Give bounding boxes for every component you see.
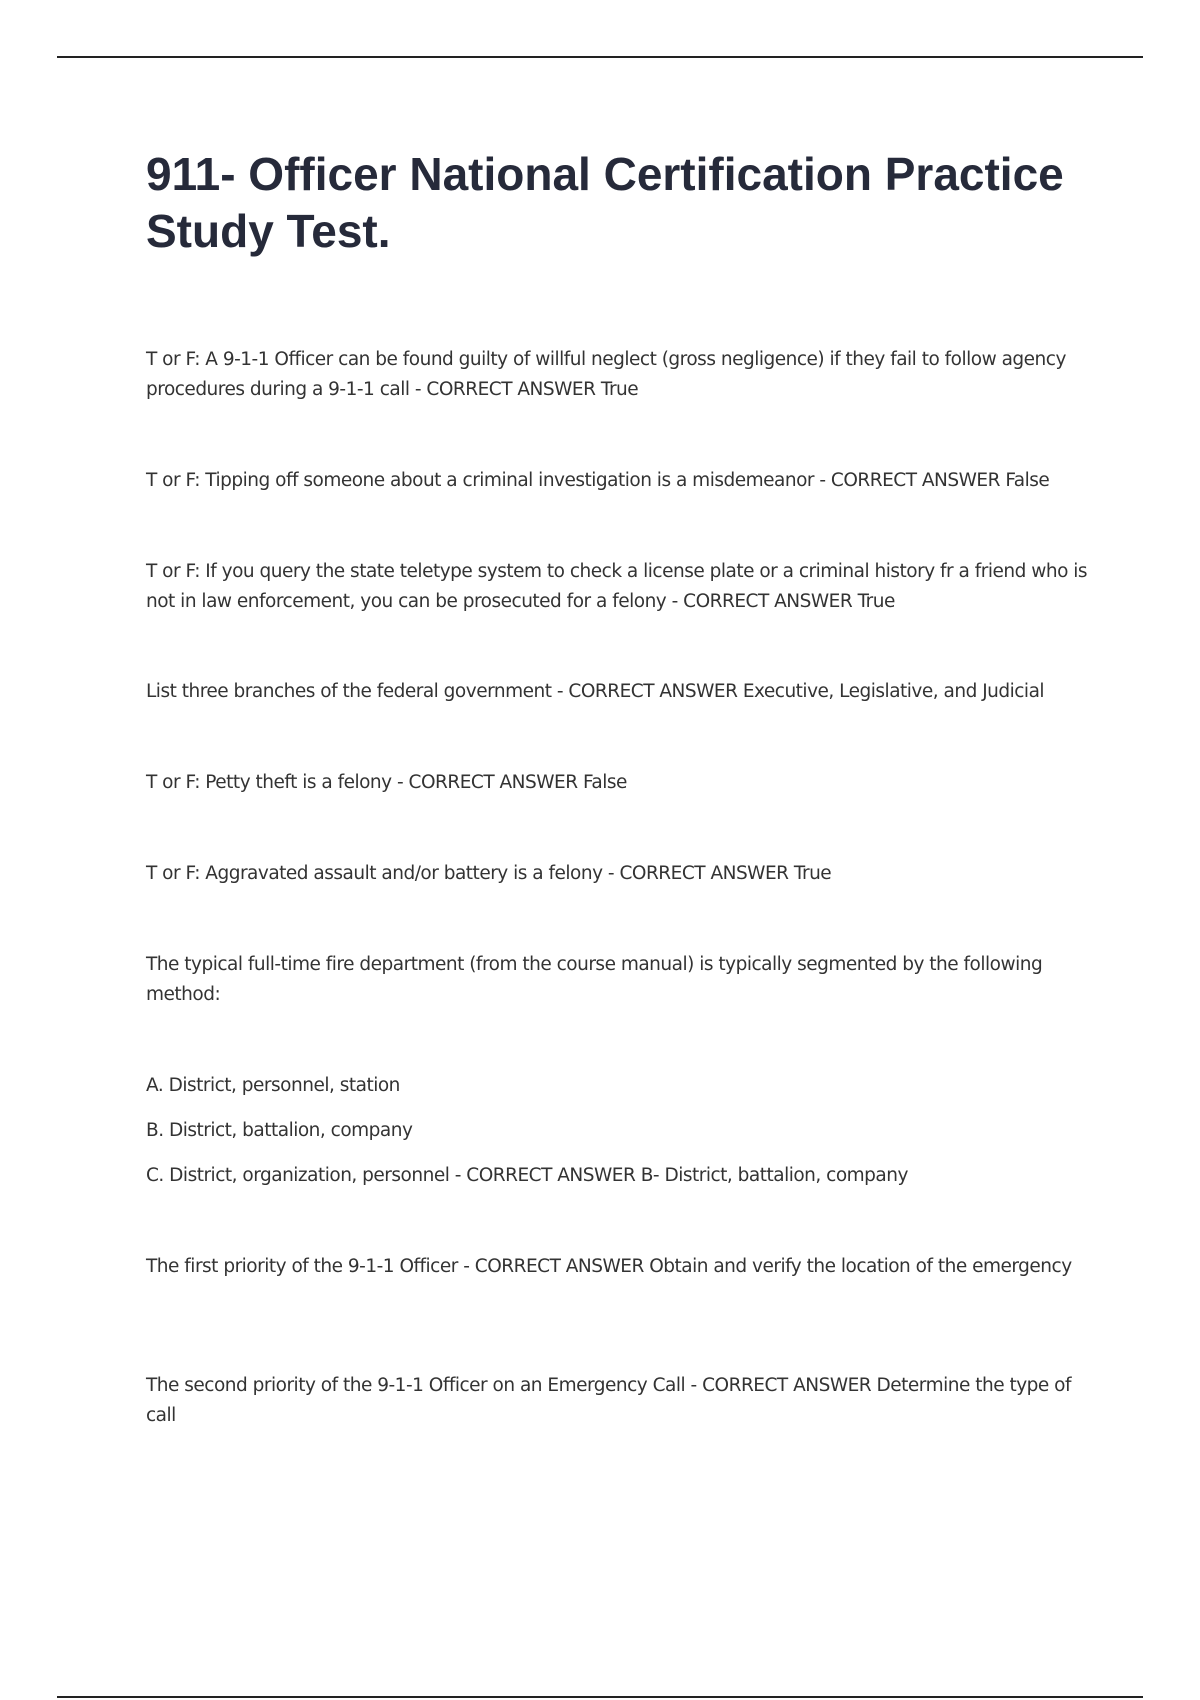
document-title: 911- Officer National Certification Practice Study Test. (146, 148, 1064, 257)
option-a: A. District, personnel, station (146, 1075, 400, 1096)
bottom-divider (57, 1696, 1143, 1698)
question-9: The second priority of the 9-1-1 Officer on an Emergency Call - CORRECT ANSWER Determine the type of call (146, 1375, 1072, 1426)
question-6: T or F: Aggravated assault and/or battery is a felony - CORRECT ANSWER True (146, 863, 832, 884)
option-b: B. District, battalion, company (146, 1120, 413, 1141)
question-4: List three branches of the federal government - CORRECT ANSWER Executive, Legislative, and Judicial (146, 681, 1045, 702)
top-divider (57, 56, 1143, 58)
question-7: The typical full-time fire department (from the course manual) is typically segmented by the following method: (146, 954, 1043, 1005)
option-c: C. District, organization, personnel - CORRECT ANSWER B- District, battalion, company (146, 1165, 908, 1186)
question-3: T or F: If you query the state teletype system to check a license plate or a criminal history fr a friend who is not in law enforcement, you can be prosecuted for a felony - CORRECT ANSWER True (146, 561, 1088, 612)
question-2: T or F: Tipping off someone about a criminal investigation is a misdemeanor - CORRECT ANSWER False (146, 470, 1050, 491)
question-1: T or F: A 9-1-1 Officer can be found guilty of willful neglect (gross negligence) if they fail to follow agency procedures during a 9-1-1 call - CORRECT ANSWER True (146, 349, 1066, 400)
question-5: T or F: Petty theft is a felony - CORRECT ANSWER False (146, 772, 627, 793)
question-8: The first priority of the 9-1-1 Officer - CORRECT ANSWER Obtain and verify the location of the emergency (146, 1256, 1072, 1277)
